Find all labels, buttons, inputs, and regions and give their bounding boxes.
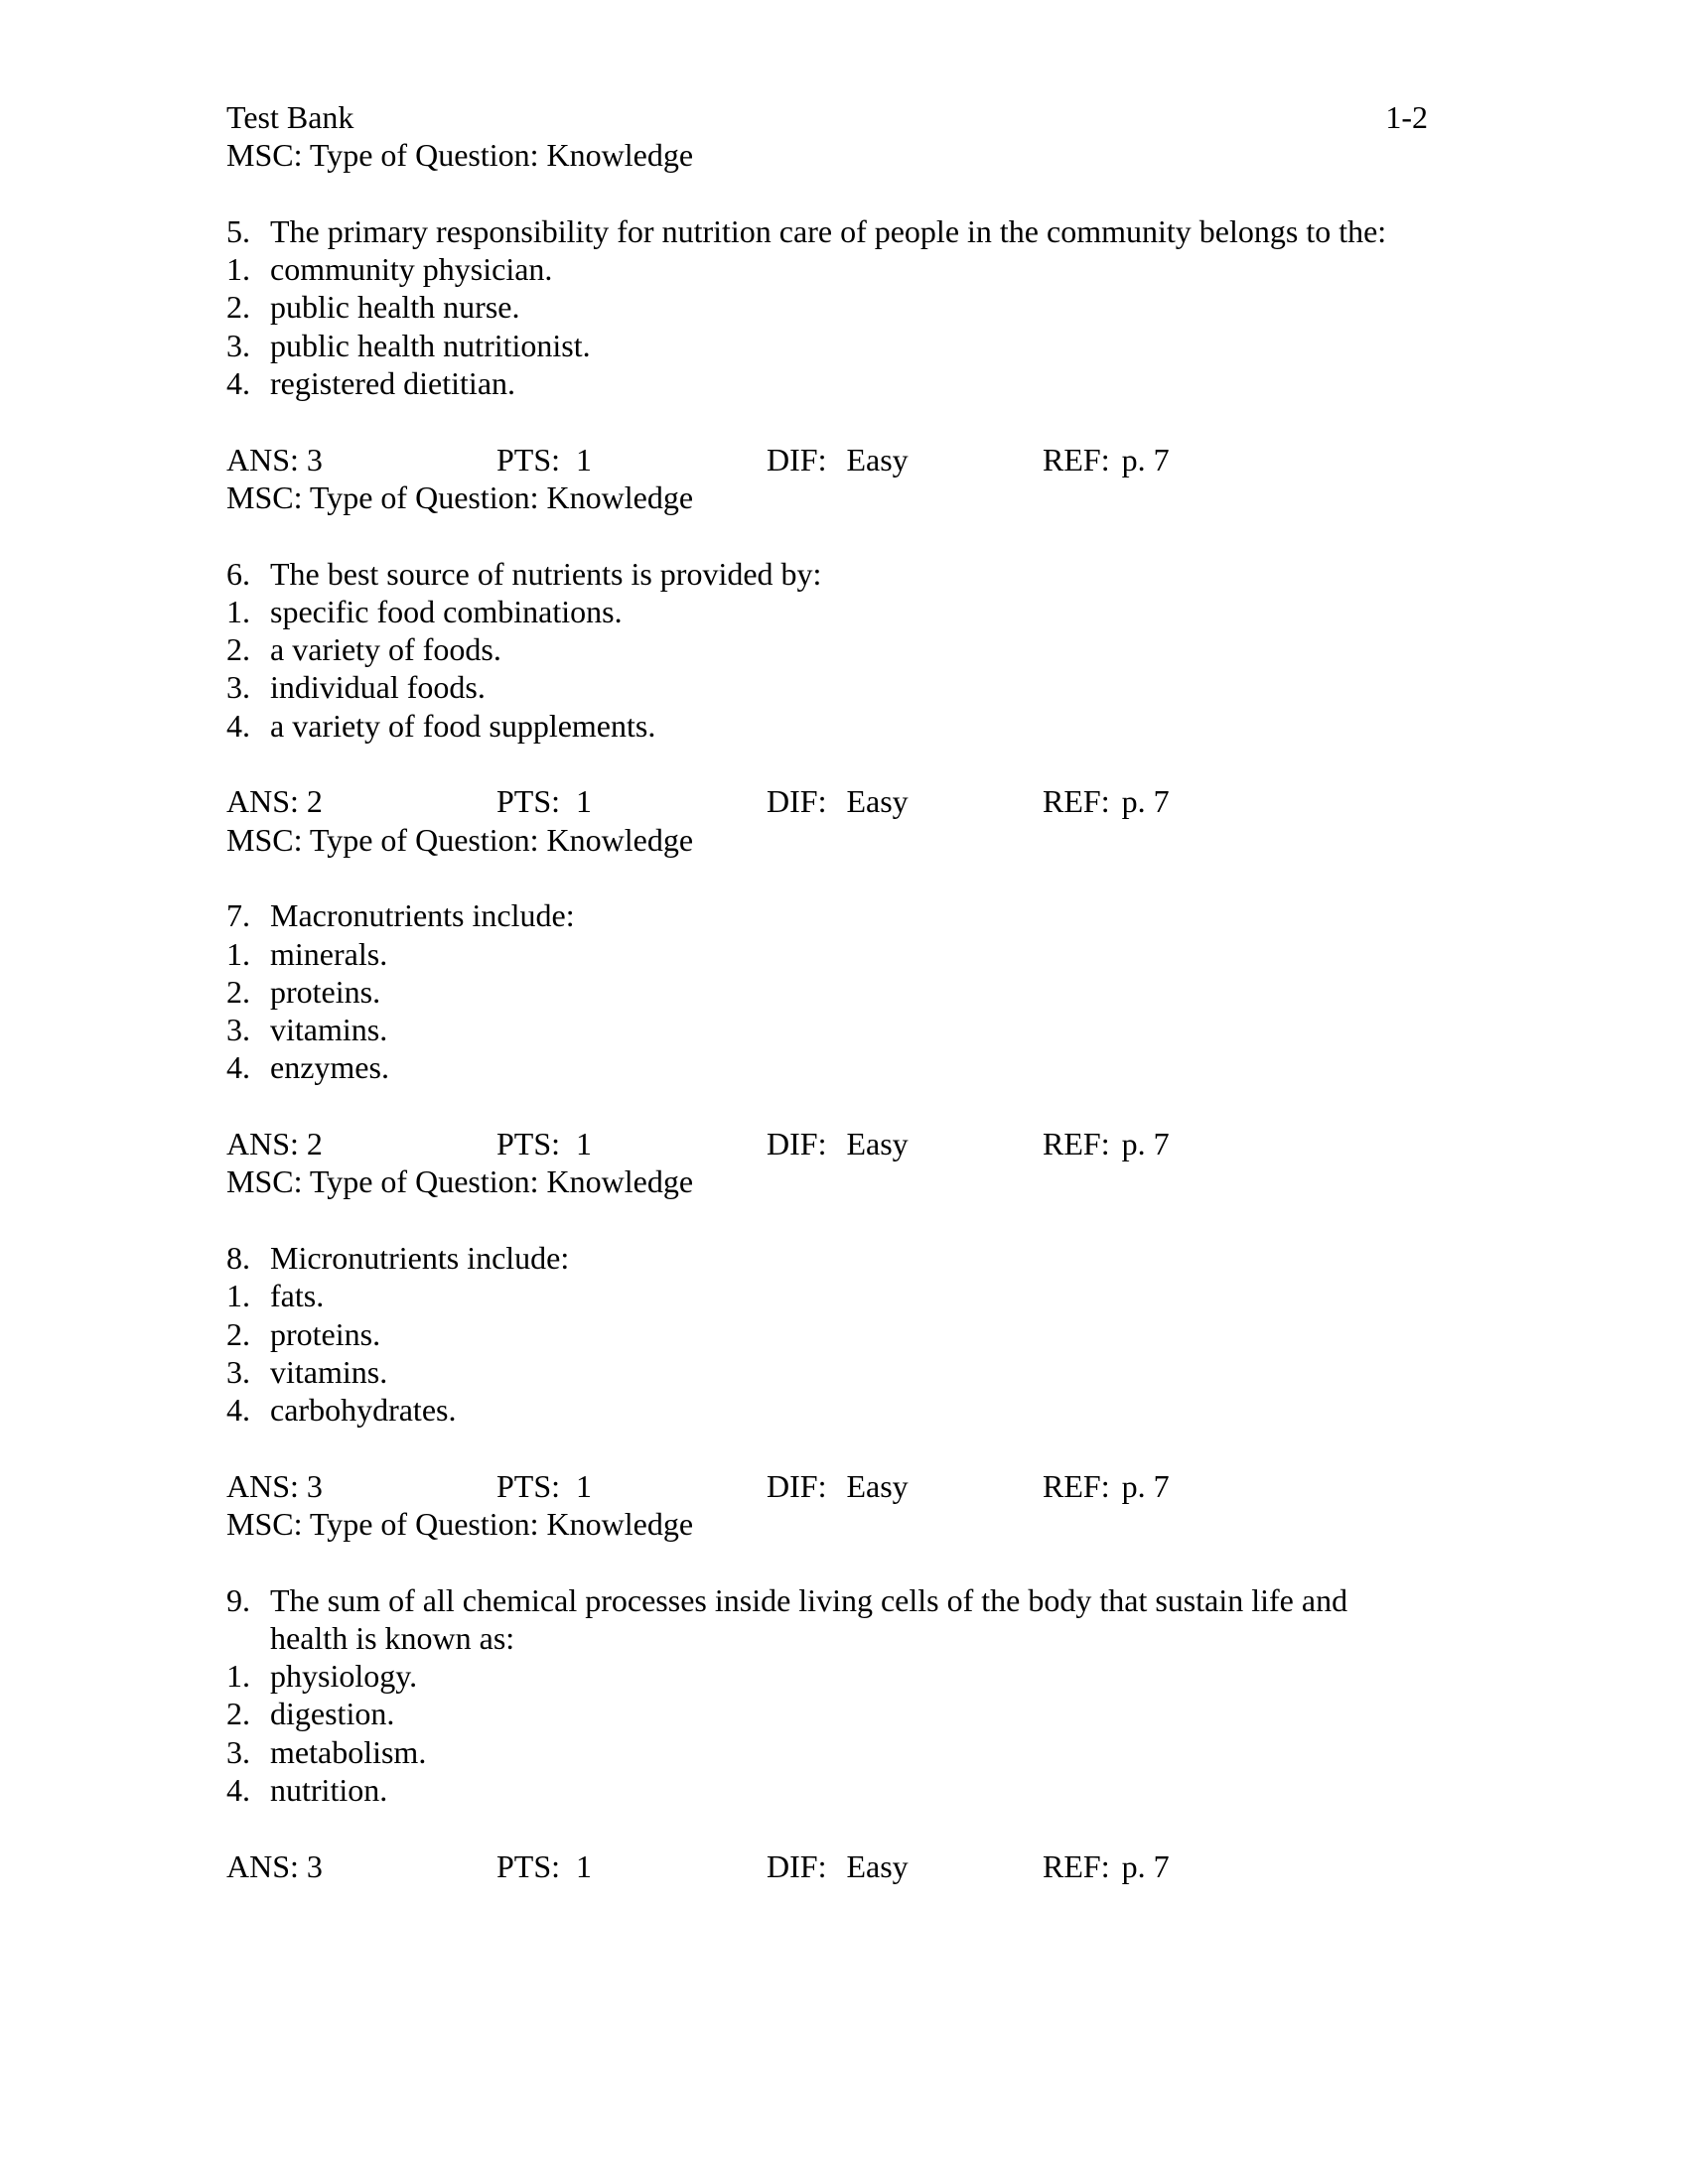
pts-label: PTS: [496, 1847, 561, 1884]
intro-msc-line: MSC: Type of Question: Knowledge [226, 137, 694, 174]
question-number: 5. [226, 212, 250, 249]
msc-line: MSC: Type of Question: Knowledge [226, 1505, 694, 1542]
choice-row [226, 668, 1428, 706]
question-number: 7. [226, 897, 250, 934]
choice-number: 2. [226, 289, 250, 326]
choice-text: a variety of foods. [270, 631, 501, 668]
difficulty-field [767, 441, 1043, 478]
answer-row [226, 441, 1428, 478]
question-number: 9. [226, 1581, 250, 1618]
choice-text: proteins. [270, 973, 381, 1010]
question-number: 6. [226, 555, 250, 592]
difficulty-field [767, 1125, 1043, 1162]
choice-row [226, 1315, 1428, 1353]
choice-text: digestion. [270, 1696, 395, 1732]
dif-value: Easy [846, 783, 909, 820]
question-number: 8. [226, 1239, 250, 1276]
question-stem: The sum of all chemical processes inside living cells of the body that sustain life and health is known as: [270, 1581, 1348, 1656]
choice-text: individual foods. [270, 669, 486, 706]
choice-number: 3. [226, 669, 250, 706]
question-block-5 [226, 212, 1428, 516]
pts-value: 1 [576, 783, 593, 820]
ans-label: ANS: [226, 783, 299, 820]
msc-line: MSC: Type of Question: Knowledge [226, 1163, 694, 1200]
ref-value: p. 7 [1121, 1126, 1170, 1162]
choice-number: 1. [226, 1658, 250, 1695]
dif-value: Easy [846, 1126, 909, 1162]
choice-text: enzymes. [270, 1049, 389, 1086]
ref-value: p. 7 [1121, 441, 1170, 478]
choice-row [226, 1011, 1428, 1048]
choice-row [226, 593, 1428, 630]
ans-label: ANS: [226, 441, 299, 478]
msc-line: MSC: Type of Question: Knowledge [226, 478, 694, 515]
question-stem-row [226, 896, 1428, 934]
question-stem-row [226, 1581, 1428, 1658]
dif-label: DIF: [767, 1126, 827, 1162]
choice-row [226, 973, 1428, 1011]
choice-row [226, 1391, 1428, 1429]
choice-row [226, 288, 1428, 326]
header-page-number: 1-2 [1385, 99, 1428, 135]
ans-value: 3 [306, 1847, 323, 1884]
choice-number: 2. [226, 631, 250, 668]
choice-text: minerals. [270, 935, 388, 972]
reference-field [1043, 441, 1170, 478]
ans-label: ANS: [226, 1126, 299, 1162]
ref-value: p. 7 [1121, 1467, 1170, 1504]
choice-row [226, 630, 1428, 668]
ref-value: p. 7 [1121, 783, 1170, 820]
choice-number: 4. [226, 1049, 250, 1086]
pts-value: 1 [576, 441, 593, 478]
choice-row [226, 1771, 1428, 1809]
choice-number: 1. [226, 251, 250, 288]
choice-row [226, 1048, 1428, 1086]
reference-field [1043, 1125, 1170, 1162]
difficulty-field [767, 1467, 1043, 1505]
question-stem-row [226, 212, 1428, 250]
choice-number: 1. [226, 1278, 250, 1314]
pts-label: PTS: [496, 441, 561, 478]
choice-row [226, 1695, 1428, 1732]
choice-text: public health nutritionist. [270, 327, 591, 363]
question-block-6 [226, 555, 1428, 859]
ref-label: REF: [1043, 783, 1110, 820]
dif-label: DIF: [767, 783, 827, 820]
pts-label: PTS: [496, 1467, 561, 1504]
pts-value: 1 [576, 1847, 593, 1884]
choice-number: 4. [226, 1392, 250, 1429]
ans-value: 2 [306, 783, 323, 820]
choice-number: 2. [226, 973, 250, 1010]
dif-value: Easy [846, 1467, 909, 1504]
answer-field [226, 1125, 496, 1162]
choice-number: 3. [226, 1353, 250, 1390]
page-header [226, 98, 1428, 136]
choice-number: 2. [226, 1696, 250, 1732]
question-block-7 [226, 896, 1428, 1200]
choice-number: 3. [226, 1012, 250, 1048]
choice-row [226, 707, 1428, 745]
points-field [496, 441, 767, 478]
header-title: Test Bank [226, 99, 354, 135]
difficulty-field [767, 782, 1043, 820]
choice-number: 1. [226, 935, 250, 972]
choice-text: vitamins. [270, 1012, 388, 1048]
choice-text: physiology. [270, 1658, 418, 1695]
reference-field [1043, 1847, 1170, 1885]
dif-value: Easy [846, 441, 909, 478]
ans-value: 2 [306, 1126, 323, 1162]
choice-number: 4. [226, 1772, 250, 1809]
choice-row [226, 1657, 1428, 1695]
answer-row [226, 782, 1428, 820]
pts-label: PTS: [496, 783, 561, 820]
choice-number: 1. [226, 593, 250, 629]
pts-value: 1 [576, 1126, 593, 1162]
choice-number: 2. [226, 1315, 250, 1352]
question-stem: Micronutrients include: [270, 1239, 570, 1276]
ref-label: REF: [1043, 1126, 1110, 1162]
ref-label: REF: [1043, 441, 1110, 478]
difficulty-field [767, 1847, 1043, 1885]
answer-field [226, 441, 496, 478]
choice-text: a variety of food supplements. [270, 707, 656, 744]
pts-label: PTS: [496, 1126, 561, 1162]
choice-row [226, 1277, 1428, 1314]
choice-number: 4. [226, 707, 250, 744]
points-field [496, 1467, 767, 1505]
points-field [496, 1847, 767, 1885]
choice-text: vitamins. [270, 1353, 388, 1390]
ans-value: 3 [306, 1467, 323, 1504]
question-stem: The best source of nutrients is provided by: [270, 555, 822, 592]
choice-text: metabolism. [270, 1733, 427, 1770]
choice-number: 4. [226, 365, 250, 402]
choice-text: registered dietitian. [270, 365, 516, 402]
reference-field [1043, 782, 1170, 820]
question-block-8 [226, 1239, 1428, 1543]
dif-label: DIF: [767, 1847, 827, 1884]
reference-field [1043, 1467, 1170, 1505]
answer-row [226, 1125, 1428, 1162]
question-stem: The primary responsibility for nutrition care of people in the community belongs to the: [270, 212, 1387, 249]
question-stem-row [226, 1239, 1428, 1277]
question-stem: Macronutrients include: [270, 897, 575, 934]
answer-field [226, 1847, 496, 1885]
dif-value: Easy [846, 1847, 909, 1884]
dif-label: DIF: [767, 1467, 827, 1504]
choice-row [226, 1353, 1428, 1391]
choice-text: community physician. [270, 251, 553, 288]
question-stem-row [226, 555, 1428, 593]
answer-field [226, 1467, 496, 1505]
choice-text: nutrition. [270, 1772, 388, 1809]
msc-line: MSC: Type of Question: Knowledge [226, 821, 694, 858]
answer-row [226, 1847, 1428, 1885]
pts-value: 1 [576, 1467, 593, 1504]
choice-row [226, 327, 1428, 364]
ref-label: REF: [1043, 1847, 1110, 1884]
choice-text: specific food combinations. [270, 593, 623, 629]
points-field [496, 782, 767, 820]
question-block-9 [226, 1581, 1428, 1885]
choice-text: fats. [270, 1278, 325, 1314]
ref-label: REF: [1043, 1467, 1110, 1504]
choice-text: proteins. [270, 1315, 381, 1352]
choice-row [226, 935, 1428, 973]
choice-row [226, 364, 1428, 402]
choice-text: public health nurse. [270, 289, 520, 326]
choice-number: 3. [226, 327, 250, 363]
answer-row [226, 1467, 1428, 1505]
ref-value: p. 7 [1121, 1847, 1170, 1884]
ans-value: 3 [306, 441, 323, 478]
points-field [496, 1125, 767, 1162]
choice-row [226, 1733, 1428, 1771]
ans-label: ANS: [226, 1847, 299, 1884]
answer-field [226, 782, 496, 820]
ans-label: ANS: [226, 1467, 299, 1504]
dif-label: DIF: [767, 441, 827, 478]
choice-row [226, 250, 1428, 288]
choice-number: 3. [226, 1733, 250, 1770]
choice-text: carbohydrates. [270, 1392, 457, 1429]
